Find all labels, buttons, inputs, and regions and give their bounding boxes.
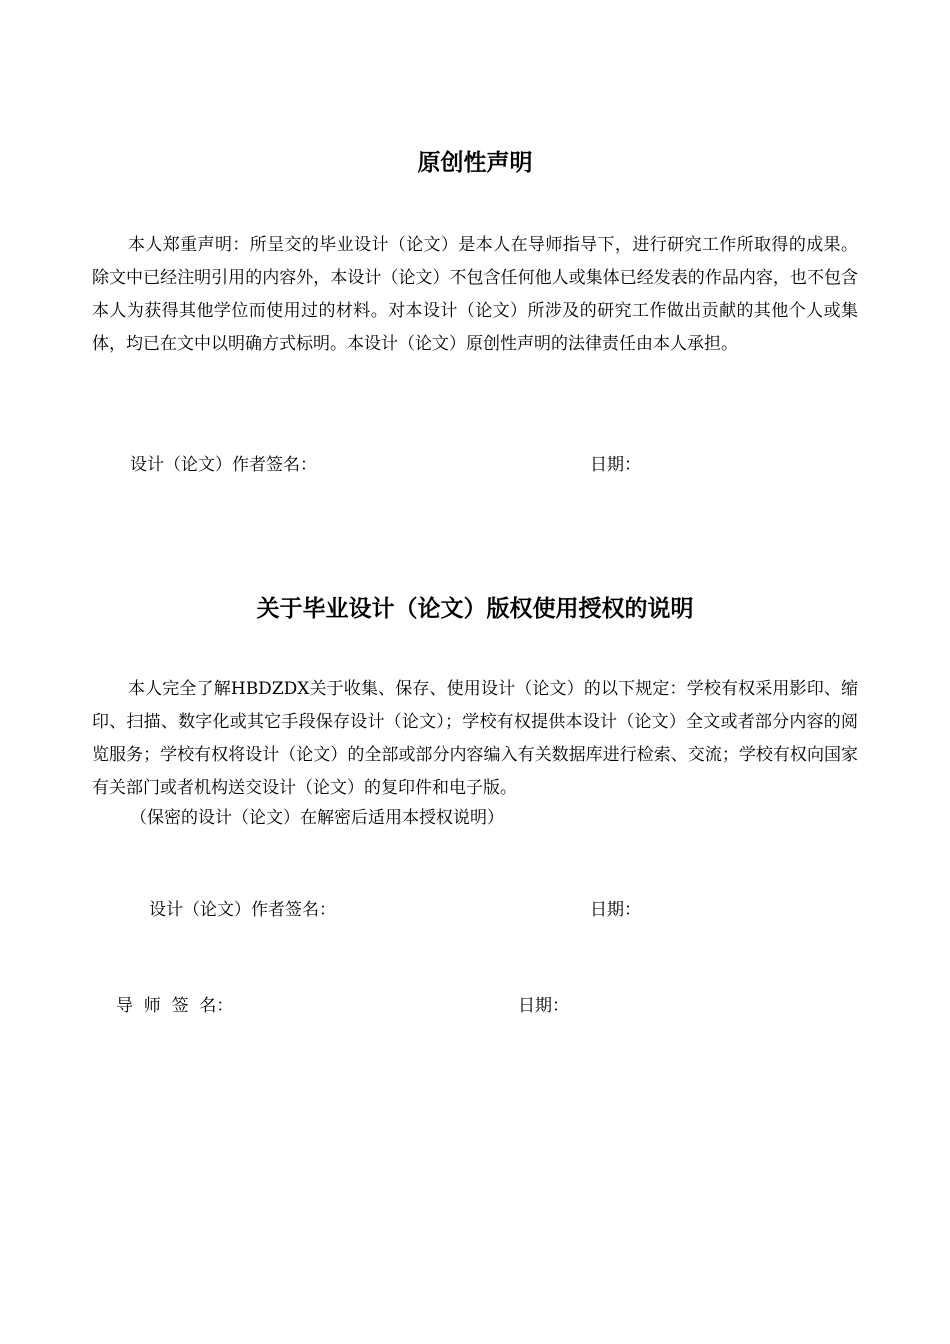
advisor-signature-label: 导 师 签 名： [116, 996, 234, 1016]
originality-statement: 本人郑重声明：所呈交的毕业设计（论文）是本人在导师指导下，进行研究工作所取得的成果。除文中已经注明引用的内容外，本设计（论文）不包含任何他人或集体已经发表的作品内容，也不包含本人为获得其他学位而使用过的材料。对本设计（论文）所涉及的研究工作做出贡献的其他个人或集体，均已在文中以明确方式标明。本设计（论文）原创性声明的法律责任由本人承担。 [92, 235, 858, 354]
authorization-author-date-label: 日期： [590, 900, 641, 920]
advisor-date-label: 日期： [518, 996, 569, 1016]
authorization-statement: 本人完全了解HBDZDX关于收集、保存、使用设计（论文）的以下规定：学校有权采用影印、缩印、扫描、数字化或其它手段保存设计（论文）；学校有权提供本设计（论文）全文或者部分内容的阅览服务；学校有权将设计（论文）的全部或部分内容编入有关数据库进行检索、交流；学校有权向国家有关部门或者机构送交设计（论文）的复印件和电子版。 [92, 679, 858, 798]
author-date-label: 日期： [590, 455, 641, 475]
authorization-title: 关于毕业设计（论文）版权使用授权的说明 [256, 596, 694, 622]
confidential-note: （保密的设计（论文）在解密后适用本授权说明） [130, 808, 504, 828]
originality-title: 原创性声明 [417, 150, 533, 176]
author-signature-label: 设计（论文）作者签名： [130, 455, 317, 475]
authorization-author-signature-label: 设计（论文）作者签名： [149, 900, 336, 920]
